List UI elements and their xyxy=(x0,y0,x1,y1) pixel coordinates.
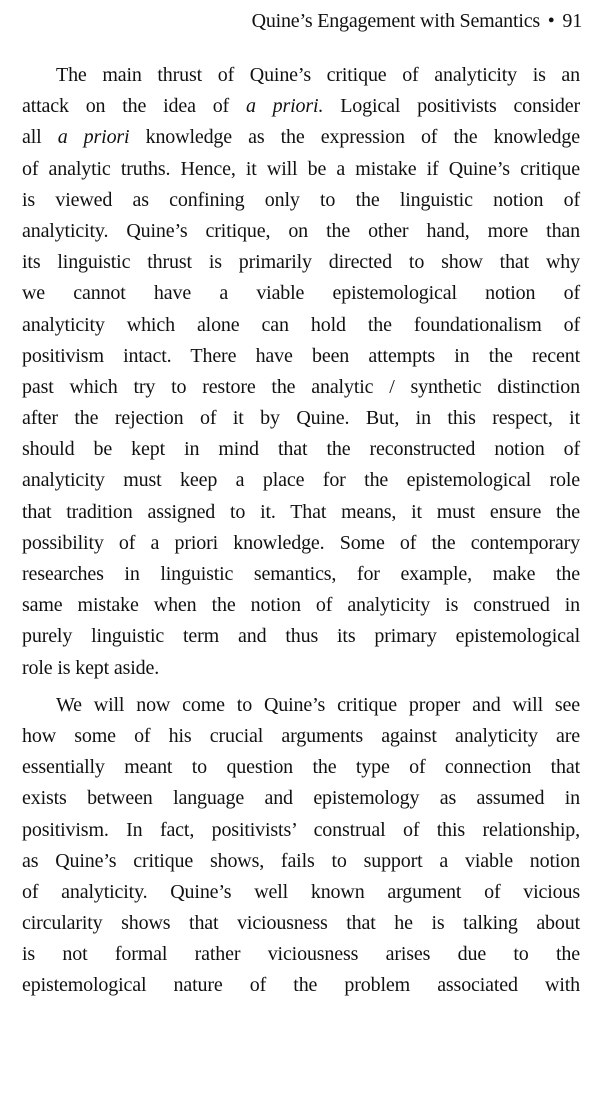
text-line: epistemological nature of the problem associated with xyxy=(22,974,580,997)
text-line: role is kept aside. xyxy=(22,656,160,679)
text-line: is viewed as confining only to the linguistic notion of xyxy=(22,188,580,211)
text-line: after the rejection of it by Quine. But, in this respect, it xyxy=(22,407,580,430)
text-line: all a priori knowledge as the expression of the knowledge xyxy=(22,126,580,149)
text-line: circularity shows that viciousness that he is talking about xyxy=(22,912,580,935)
header-bullet: • xyxy=(547,10,555,32)
italic-term: a priori. xyxy=(245,95,324,118)
italic-term: a priori xyxy=(57,126,130,149)
paragraph-1 xyxy=(22,60,580,684)
text-line: attack on the idea of a priori. Logical positivists consider xyxy=(22,95,580,118)
text-line: is not formal rather viciousness arises due to the xyxy=(22,943,580,966)
text-line: that tradition assigned to it. That means, it must ensure the xyxy=(22,500,580,523)
text-line: same mistake when the notion of analyticity is construed in xyxy=(22,594,580,617)
text-line: we cannot have a viable epistemological notion of xyxy=(22,282,580,305)
text-line: its linguistic thrust is primarily directed to show that why xyxy=(22,251,580,274)
text-line: positivism intact. There have been attempts in the recent xyxy=(22,344,580,367)
text-line: as Quine’s critique shows, fails to support a viable notion xyxy=(22,849,580,872)
text-line: positivism. In fact, positivists’ construal of this relationship, xyxy=(22,818,580,841)
text-line: essentially meant to question the type of connection that xyxy=(22,756,580,779)
page-number: 91 xyxy=(562,10,582,32)
text-line: analyticity which alone can hold the foundationalism of xyxy=(22,313,580,336)
paragraph-2 xyxy=(22,690,580,1002)
text-line: possibility of a priori knowledge. Some of the contemporary xyxy=(22,531,580,554)
text-line: past which try to restore the analytic / synthetic distinction xyxy=(22,375,580,398)
text-line: should be kept in mind that the reconstructed notion of xyxy=(22,438,580,461)
text-line: exists between language and epistemology as assumed in xyxy=(22,787,580,810)
text-line: analyticity must keep a place for the epistemological role xyxy=(22,469,580,492)
text-line: of analytic truths. Hence, it will be a mistake if Quine’s critique xyxy=(22,157,580,180)
text-line: purely linguistic term and thus its primary epistemological xyxy=(22,625,580,648)
text-line: We will now come to Quine’s critique proper and will see xyxy=(56,693,580,716)
text-line: The main thrust of Quine’s critique of analyticity is an xyxy=(56,64,580,86)
body-text xyxy=(22,60,580,1002)
text-line: researches in linguistic semantics, for example, make the xyxy=(22,563,580,585)
text-line: analyticity. Quine’s critique, on the other hand, more than xyxy=(22,219,580,242)
running-title: Quine’s Engagement with Semantics xyxy=(251,10,540,32)
running-head xyxy=(252,8,582,34)
text-line: of analyticity. Quine’s well known argument of vicious xyxy=(22,880,580,903)
text-line: how some of his crucial arguments against analyticity are xyxy=(22,724,580,747)
